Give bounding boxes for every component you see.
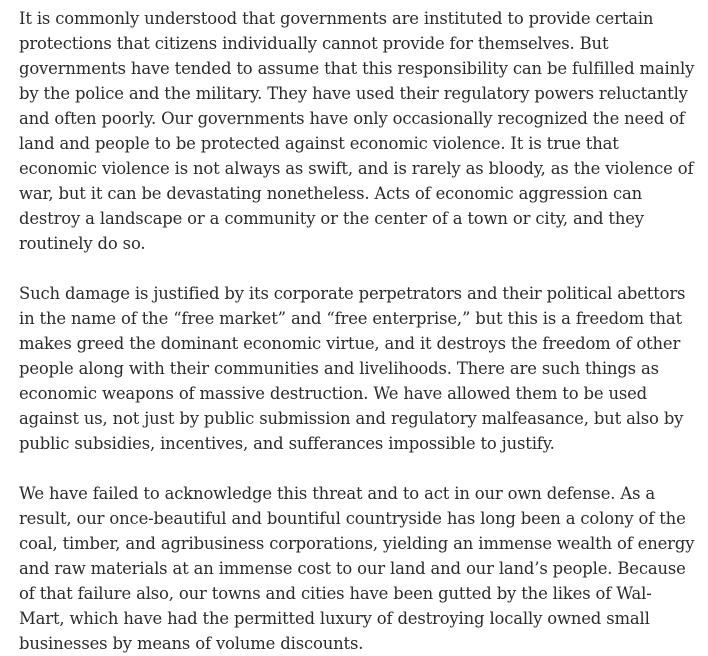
article-body bbox=[19, 6, 695, 656]
paragraph-1: It is commonly understood that governments are instituted to provide certain protections that citizens individually cannot provide for themselves. But governments have tended to assume that this responsibility can be fulfilled mainly by the police and the military. They have used their regulatory powers reluctantly and often poorly. Our governments have only occasionally recognized the need of land and people to be protected against economic violence. It is true that economic violence is not always as swift, and is rarely as bloody, as the violence of war, but it can be devastating nonetheless. Acts of economic aggression can destroy a landscape or a community or the center of a town or city, and they routinely do so. bbox=[19, 9, 695, 253]
paragraph-3: We have failed to acknowledge this threat and to act in our own defense. As a result, our once-beautiful and bountiful countryside has long been a colony of the coal, timber, and agribusiness corporations, yielding an immense wealth of energy and raw materials at an immense cost to our land and our land’s people. Because of that failure also, our towns and cities have been gutted by the likes of Wal-Mart, which have had the permitted luxury of destroying locally owned small businesses by means of volume discounts. bbox=[19, 484, 695, 653]
paragraph-2: Such damage is justified by its corporate perpetrators and their political abettors in the name of the “free market” and “free enterprise,” but this is a freedom that makes greed the dominant economic virtue, and it destroys the freedom of other people along with their communities and livelihoods. There are such things as economic weapons of massive destruction. We have allowed them to be used against us, not just by public submission and regulatory malfeasance, but also by public subsidies, incentives, and sufferances impossible to justify. bbox=[19, 284, 686, 453]
